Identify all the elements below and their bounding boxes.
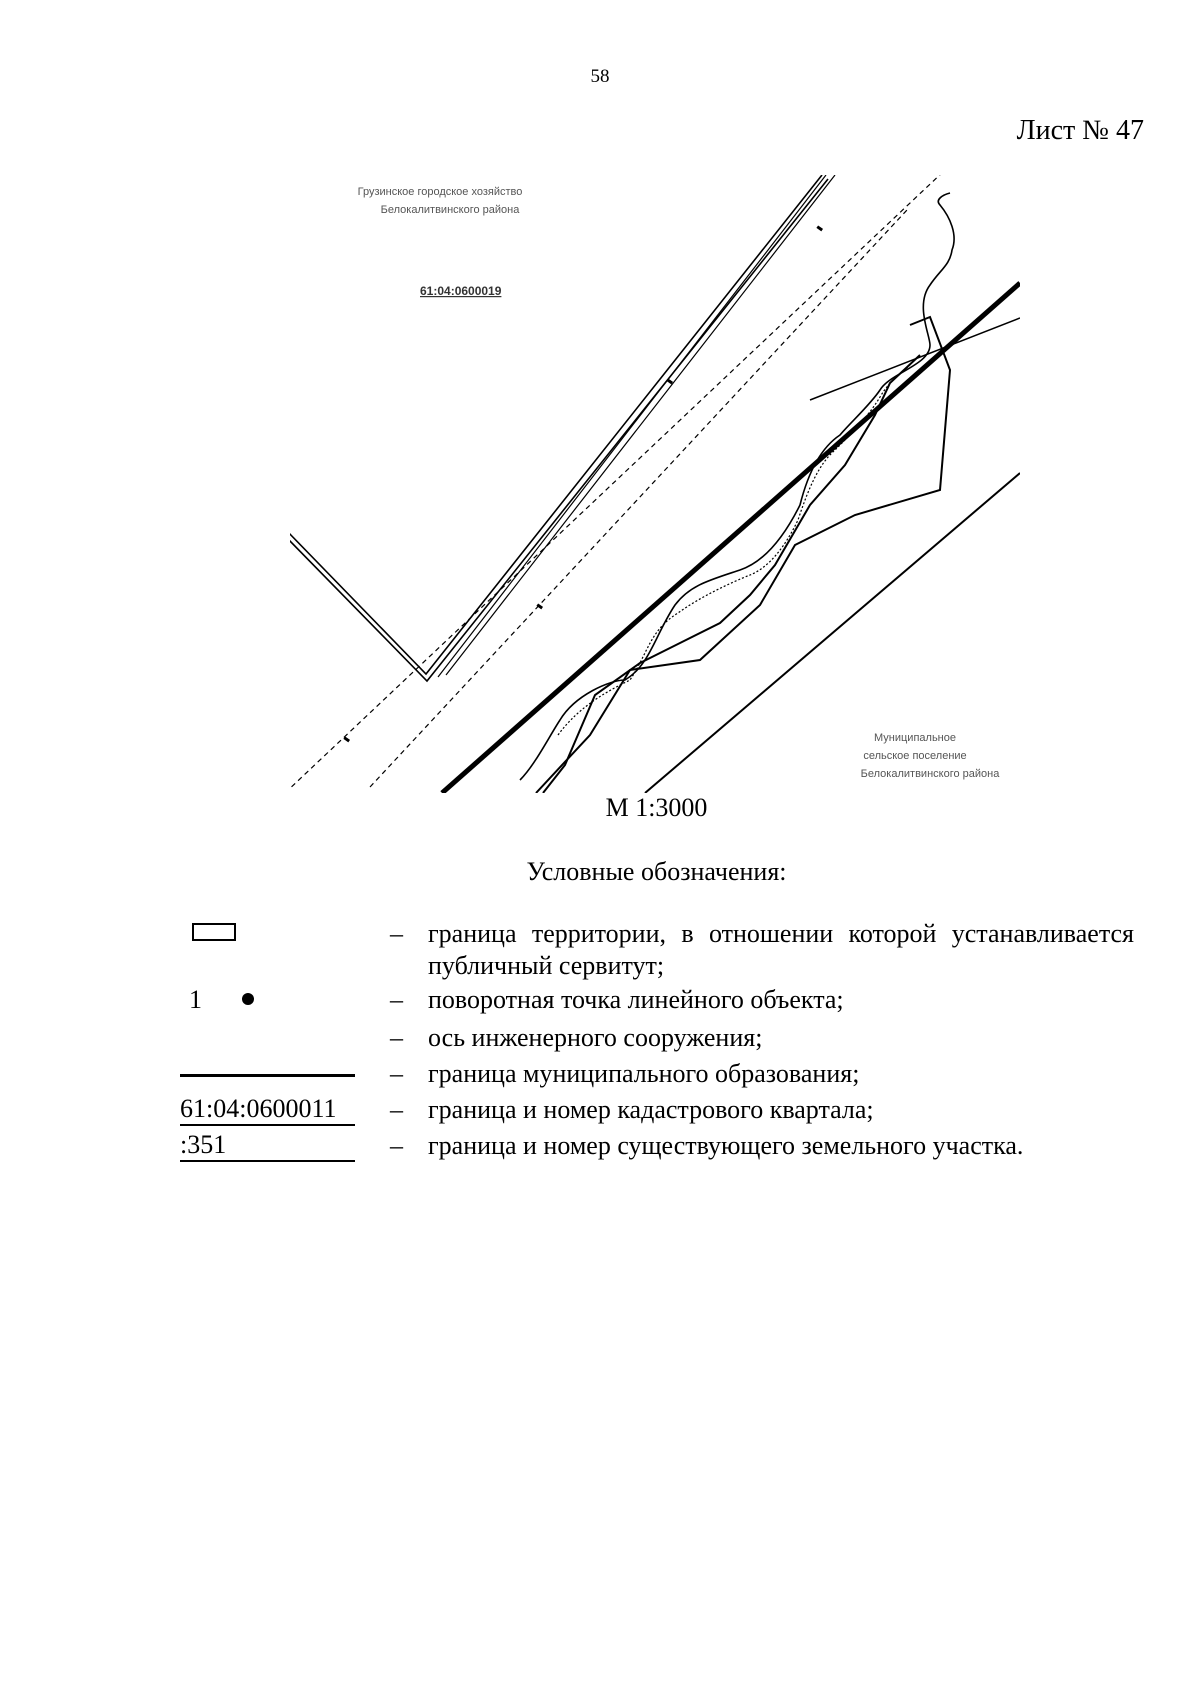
- map-caption-bottom-right-1: Муниципальное: [874, 732, 956, 744]
- legend-symbol: [180, 1094, 355, 1126]
- quarter-label: 61:04:0600019: [420, 284, 502, 298]
- legend-text: граница и номер существующего земельного участка.: [428, 1131, 1024, 1160]
- legend-symbol: [180, 984, 355, 1016]
- map-caption-bottom-right-3: Белокалитвинского района: [860, 768, 1000, 780]
- map-caption-top-left-1: Грузинское городское хозяйство: [357, 186, 523, 198]
- parcel-boundary-double-line: [290, 175, 835, 681]
- cadastral-map: [290, 175, 1020, 793]
- sheet-label: Лист № 47: [1016, 115, 1144, 146]
- legend-text: граница территории, в отношении которой устанавливается публичный сервитут;: [428, 919, 1134, 980]
- legend-item-land-parcel: [180, 1130, 1134, 1166]
- legend-dash: –: [390, 1059, 403, 1088]
- map-caption-bottom-right-2: сельское поселение: [863, 750, 967, 762]
- point-dot-icon: [242, 993, 254, 1005]
- scale-label: М 1:3000: [605, 793, 708, 822]
- legend-dash: –: [390, 919, 403, 948]
- legend-symbol: [180, 1048, 355, 1080]
- map-caption-top-left-2: Белокалитвинского района: [380, 204, 520, 216]
- legend-item-cadastral-quarter: [180, 1094, 1134, 1130]
- legend-dash: –: [390, 1095, 403, 1124]
- point-number: 1: [189, 985, 202, 1014]
- legend-dash: –: [390, 1131, 403, 1160]
- legend-item-turning-point: [180, 984, 1134, 1022]
- stream-bank-line: [558, 365, 910, 735]
- cadastral-quarter-dashed-lines: [290, 175, 945, 793]
- legend-text: граница муниципального образования;: [428, 1059, 860, 1088]
- legend-text: ось инженерного сооружения;: [428, 1023, 763, 1052]
- legend-dash: –: [390, 985, 403, 1014]
- legend-dash: –: [390, 1023, 403, 1052]
- cadastral-number-sample: 61:04:0600011: [180, 1094, 355, 1126]
- page-number: 58: [590, 66, 610, 87]
- municipal-boundary-line: [442, 283, 1020, 793]
- legend-item-municipal-boundary: [180, 1058, 1134, 1094]
- legend-symbol: [180, 1130, 355, 1162]
- legend-title: Условные обозначения:: [526, 857, 787, 886]
- legend-item-servitude-boundary: [180, 918, 1134, 982]
- legend-text: поворотная точка линейного объекта;: [428, 985, 844, 1014]
- legend-symbol: [180, 918, 355, 950]
- legend-text: граница и номер кадастрового квартала;: [428, 1095, 874, 1124]
- rectangle-icon: [192, 923, 236, 941]
- parcel-number-sample: :351: [180, 1130, 355, 1162]
- marker-ticks: [343, 225, 823, 742]
- legend: [180, 918, 1134, 1166]
- thick-line-icon: [180, 1074, 355, 1077]
- map-drawing: [290, 175, 1020, 793]
